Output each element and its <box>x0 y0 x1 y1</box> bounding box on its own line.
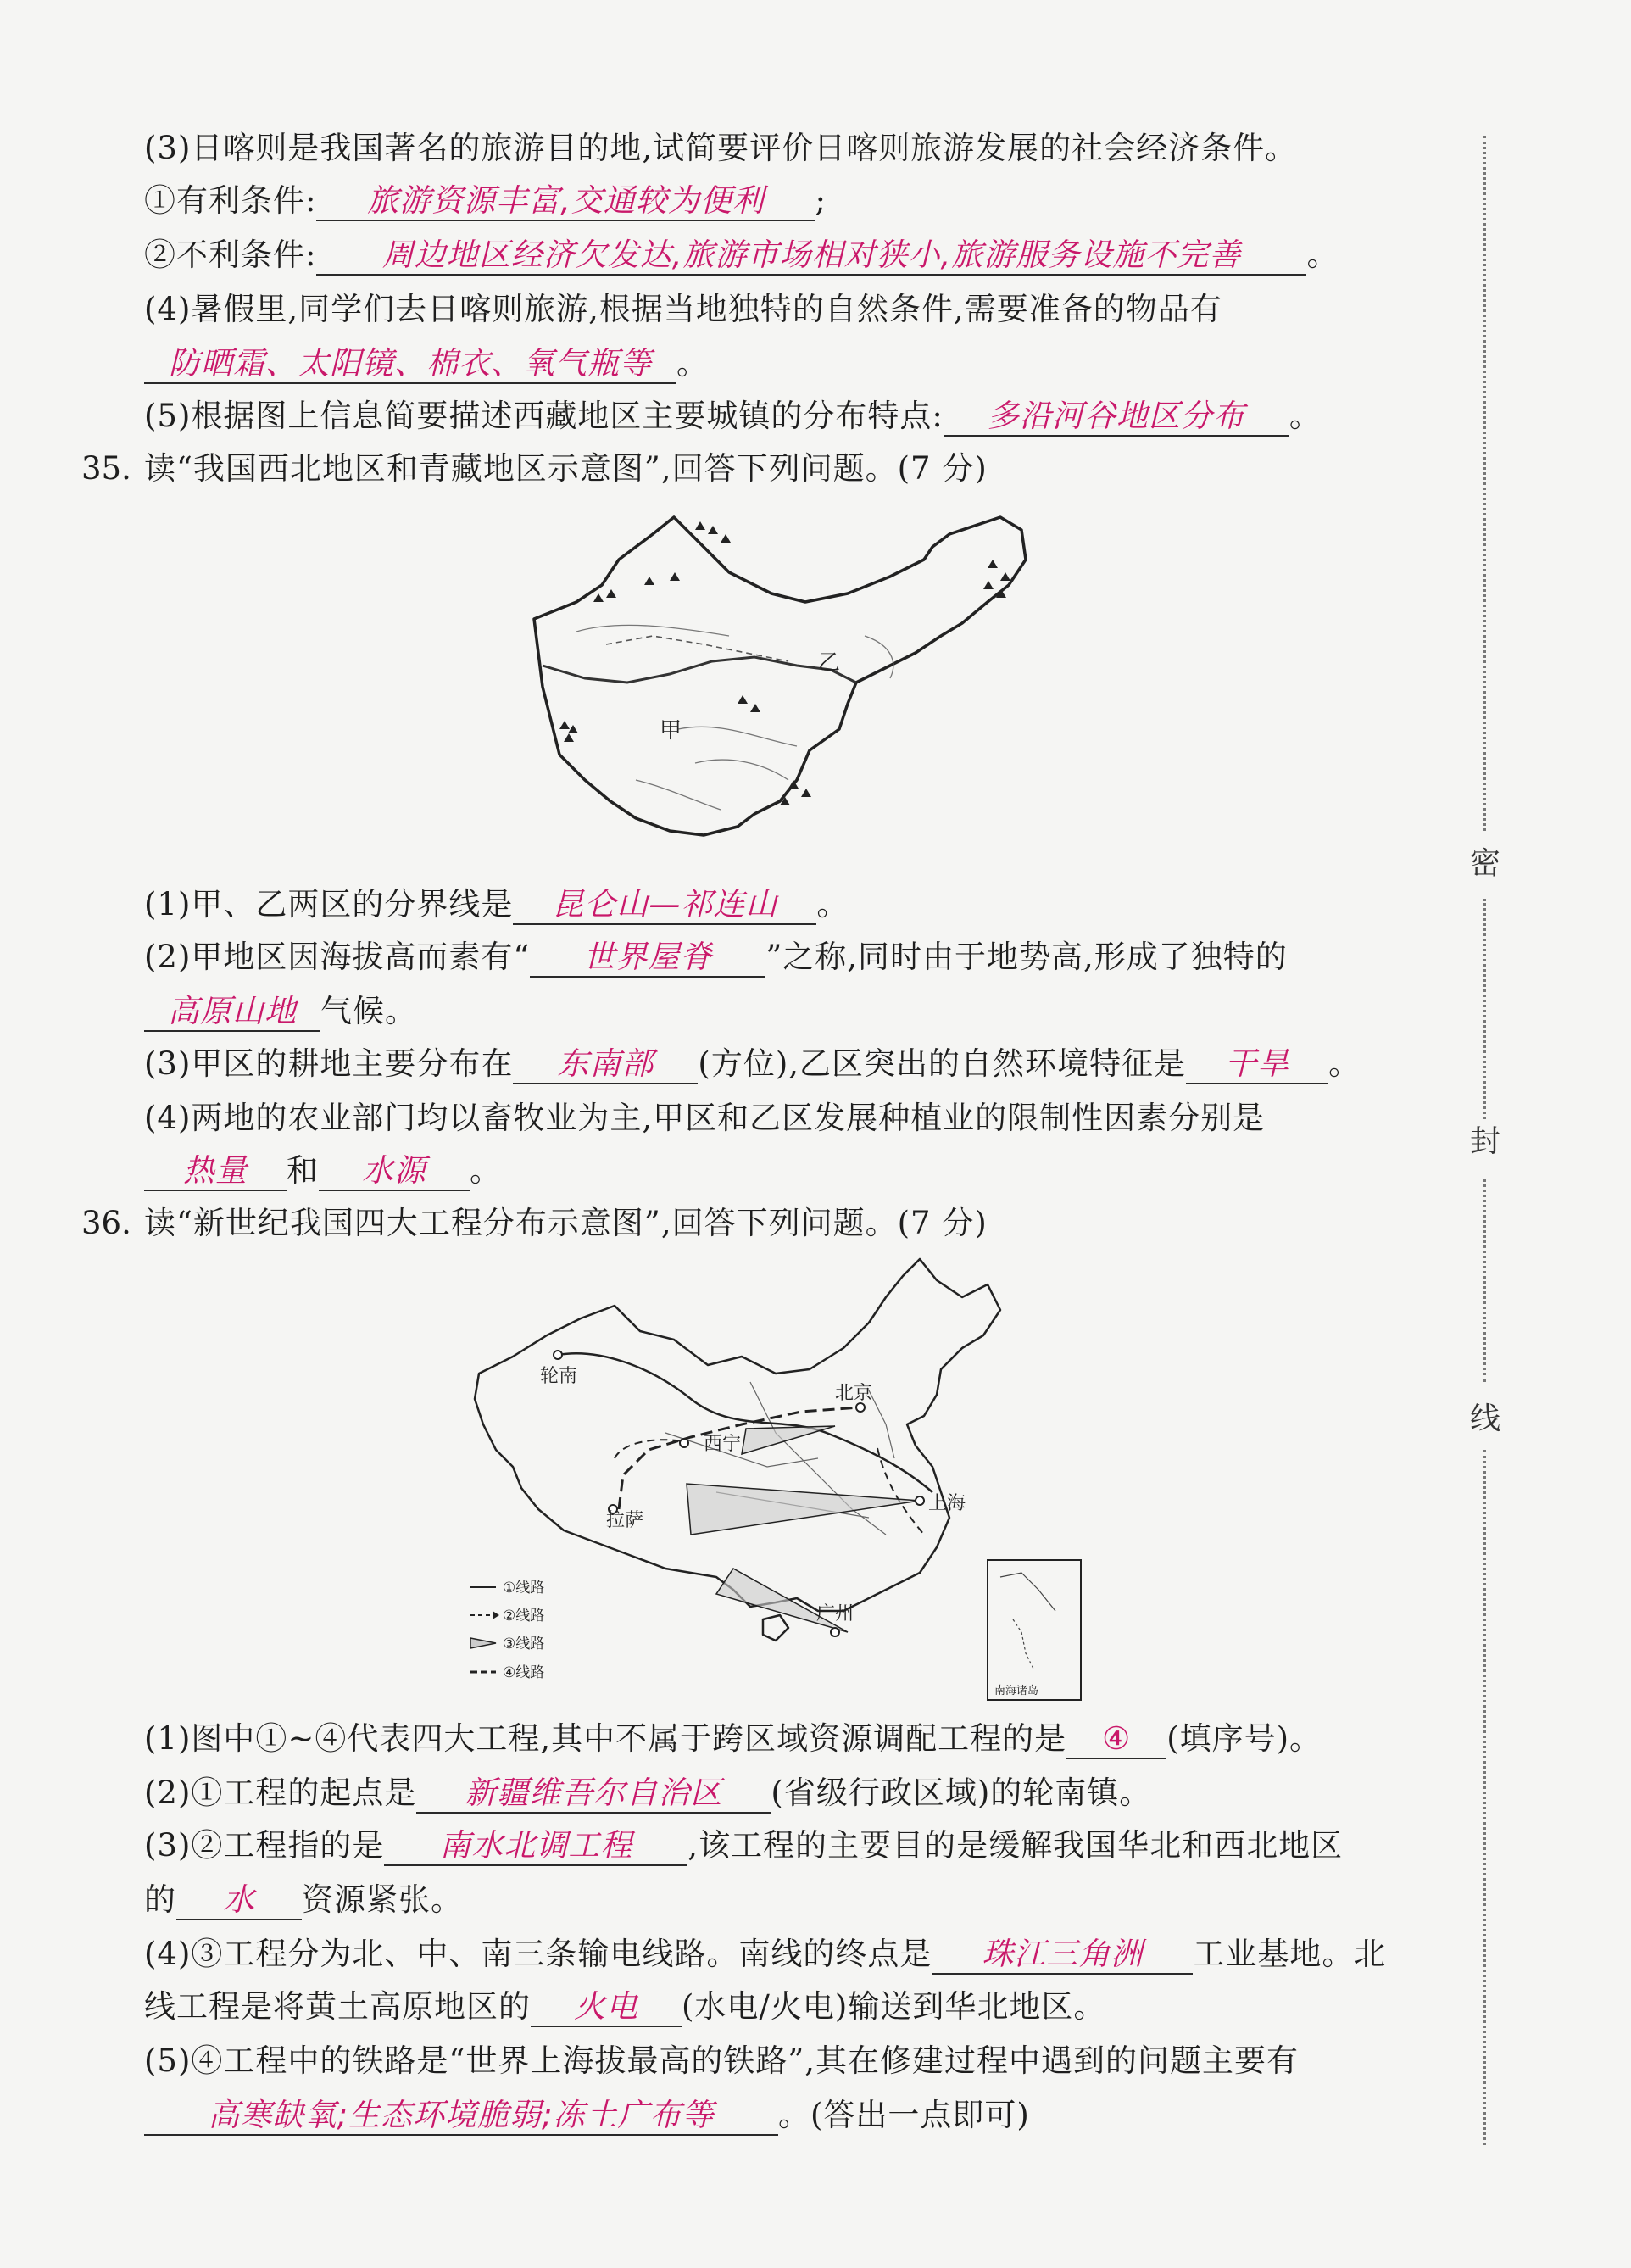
q36-p3 <box>144 1825 1343 1867</box>
map-label-shanghai: 上海 <box>928 1493 966 1514</box>
q36-p1 <box>144 1718 1322 1760</box>
q34-p3-fav-answer: 旅游资源丰富,交通较为便利 <box>316 182 815 221</box>
q36-p2-end: (省级行政区域)的轮南镇。 <box>771 1775 1152 1811</box>
q35-p2 <box>144 936 1288 978</box>
map-label-lunnan: 轮南 <box>540 1366 578 1387</box>
legend-item-3: ③线路 <box>503 1636 545 1652</box>
q36-p3-stem: (3)②工程指的是 <box>144 1827 385 1864</box>
q35-p2-cont <box>144 990 417 1033</box>
q34-p4-end: 。 <box>676 345 709 382</box>
map-label-guangzhou: 广州 <box>816 1603 854 1624</box>
q35-p4-answer-2: 水源 <box>319 1152 470 1191</box>
q36-p1-answer: ④ <box>1066 1720 1166 1759</box>
q36-p5-answer-line <box>144 2094 1030 2137</box>
q36-p3-answer-2: 水 <box>176 1881 302 1920</box>
four-projects-map <box>462 1255 1089 1713</box>
binding-feng: 封 <box>1469 1124 1500 1159</box>
q35-p1-answer: 昆仑山—祁连山 <box>513 886 816 925</box>
q36-p1-stem: (1)图中①~④代表四大工程,其中不属于跨区域资源调配工程的是 <box>144 1720 1067 1757</box>
q34-p4-stem: (4)暑假里,同学们去日喀则旅游,根据当地独特的自然条件,需要准备的物品有 <box>144 291 1222 327</box>
binding-dots-top <box>1483 136 1486 831</box>
q34-p3-fav-end: ; <box>815 182 827 219</box>
q36-p4-answer-1: 珠江三角洲 <box>932 1936 1193 1975</box>
q35-p3-answer-1: 东南部 <box>513 1045 698 1084</box>
q36-p5-answer: 高寒缺氧;生态环境脆弱;冻土广布等 <box>144 2097 778 2136</box>
q36-p5-stem: (5)④工程中的铁路是“世界上海拔最高的铁路”,其在修建过程中遇到的问题主要有 <box>144 2042 1300 2079</box>
route-2 <box>877 1448 924 1535</box>
q35-p2-answer-1: 世界屋脊 <box>530 939 765 978</box>
q35-p4-mid: 和 <box>287 1152 319 1189</box>
q36-p1-end: (填序号)。 <box>1166 1720 1322 1757</box>
q34-p5-end: 。 <box>1289 398 1322 434</box>
q34-p4-answer-line <box>144 343 709 385</box>
map-label-xining: 西宁 <box>704 1434 742 1455</box>
q35-p2-mid: ”之称,同时由于地势高,形成了独特的 <box>765 939 1288 975</box>
q35-p2-stem: (2)甲地区因海拔高而素有“ <box>144 939 531 975</box>
q35-p4-end: 。 <box>470 1152 502 1189</box>
q34-p3-unfav <box>144 234 1339 276</box>
q36-p4-pre2: 线工程是将黄土高原地区的 <box>144 1988 531 2025</box>
q35-p1 <box>144 883 849 926</box>
q36-title: 读“新世纪我国四大工程分布示意图”,回答下列问题。(7 分) <box>144 1205 988 1241</box>
q36-p4-mid: 工业基地。北 <box>1193 1936 1387 1972</box>
q35-p4-answer-1: 热量 <box>144 1152 287 1191</box>
q36-p4 <box>144 1933 1386 1975</box>
legend-item-1: ①线路 <box>503 1580 545 1597</box>
q35-p1-end: 。 <box>816 886 849 922</box>
q36-p2-answer: 新疆维吾尔自治区 <box>416 1775 771 1814</box>
binding-xian: 线 <box>1469 1401 1500 1436</box>
q34-p3-unfav-end: 。 <box>1306 237 1339 273</box>
map-legend <box>470 1580 544 1681</box>
map-label-yi: 乙 <box>818 650 841 676</box>
legend-item-4: ④线路 <box>503 1664 545 1681</box>
map-label-lasa: 拉萨 <box>606 1510 644 1531</box>
q36-p4-answer-2: 火电 <box>531 1988 682 2027</box>
q34-p3-unfav-label: ②不利条件: <box>144 237 317 273</box>
q35-p3-end: 。 <box>1328 1045 1361 1082</box>
q34-p3-fav <box>144 180 827 222</box>
binding-mi: 密 <box>1469 846 1500 881</box>
q36-p3-end: 资源紧张。 <box>302 1881 463 1918</box>
q34-p4-answer: 防晒霜、太阳镜、棉衣、氧气瓶等 <box>144 345 676 384</box>
q34-p3-stem: (3)日喀则是我国著名的旅游目的地,试简要评价日喀则旅游发展的社会经济条件。 <box>144 130 1298 166</box>
q34-p5 <box>144 395 1322 437</box>
legend-item-2: ②线路 <box>503 1608 545 1624</box>
northwest-qinghai-tibet-map <box>526 509 1051 856</box>
binding-dots-mid1 <box>1483 899 1486 1119</box>
q35-p3-stem: (3)甲区的耕地主要分布在 <box>144 1045 514 1082</box>
q36-p4-end: (水电/火电)输送到华北地区。 <box>682 1988 1106 2025</box>
q34-p5-stem: (5)根据图上信息简要描述西藏地区主要城镇的分布特点: <box>144 398 944 434</box>
binding-dots-bottom <box>1483 1450 1486 2145</box>
q36-p3-cont <box>144 1879 463 1921</box>
route-3-north <box>742 1426 835 1454</box>
q35-p2-answer-2: 高原山地 <box>144 993 320 1032</box>
q36-p4-cont <box>144 1986 1105 2028</box>
q36-p2-stem: (2)①工程的起点是 <box>144 1775 417 1811</box>
q36-p4-stem: (4)③工程分为北、中、南三条输电线路。南线的终点是 <box>144 1936 932 1972</box>
q35-p1-stem: (1)甲、乙两区的分界线是 <box>144 886 514 922</box>
q36-p3-pre2: 的 <box>144 1881 176 1918</box>
q36-number: 36. <box>81 1205 131 1241</box>
south-china-sea-inset <box>988 1560 1081 1700</box>
q35-number: 35. <box>81 450 131 487</box>
q35-p4-answers <box>144 1150 502 1192</box>
q35-title: 读“我国西北地区和青藏地区示意图”,回答下列问题。(7 分) <box>144 450 988 487</box>
q35-p3-mid: (方位),乙区突出的自然环境特征是 <box>698 1045 1187 1082</box>
map-label-beijing: 北京 <box>835 1383 873 1404</box>
q34-p3-unfav-answer: 周边地区经济欠发达,旅游市场相对狭小,旅游服务设施不完善 <box>316 237 1306 276</box>
route-3-middle <box>687 1484 920 1535</box>
q34-p3-fav-label: ①有利条件: <box>144 182 317 219</box>
q35-p2-end: 气候。 <box>320 993 417 1029</box>
q36-p5-end: 。(答出一点即可) <box>778 2097 1030 2133</box>
q35-p3-answer-2: 干旱 <box>1186 1045 1328 1084</box>
q35-p4-stem: (4)两地的农业部门均以畜牧业为主,甲区和乙区发展种植业的限制性因素分别是 <box>144 1100 1266 1136</box>
q36-p3-answer-1: 南水北调工程 <box>384 1827 687 1866</box>
q35-p3 <box>144 1043 1361 1085</box>
inset-label: 南海诸岛 <box>994 1685 1039 1697</box>
q34-p5-answer: 多沿河谷地区分布 <box>944 398 1289 437</box>
map-label-jia: 甲 <box>660 718 682 744</box>
q36-p3-mid: ,该工程的主要目的是缓解我国华北和西北地区 <box>687 1827 1344 1864</box>
binding-dots-mid2 <box>1483 1179 1486 1382</box>
q36-p2 <box>144 1772 1151 1814</box>
